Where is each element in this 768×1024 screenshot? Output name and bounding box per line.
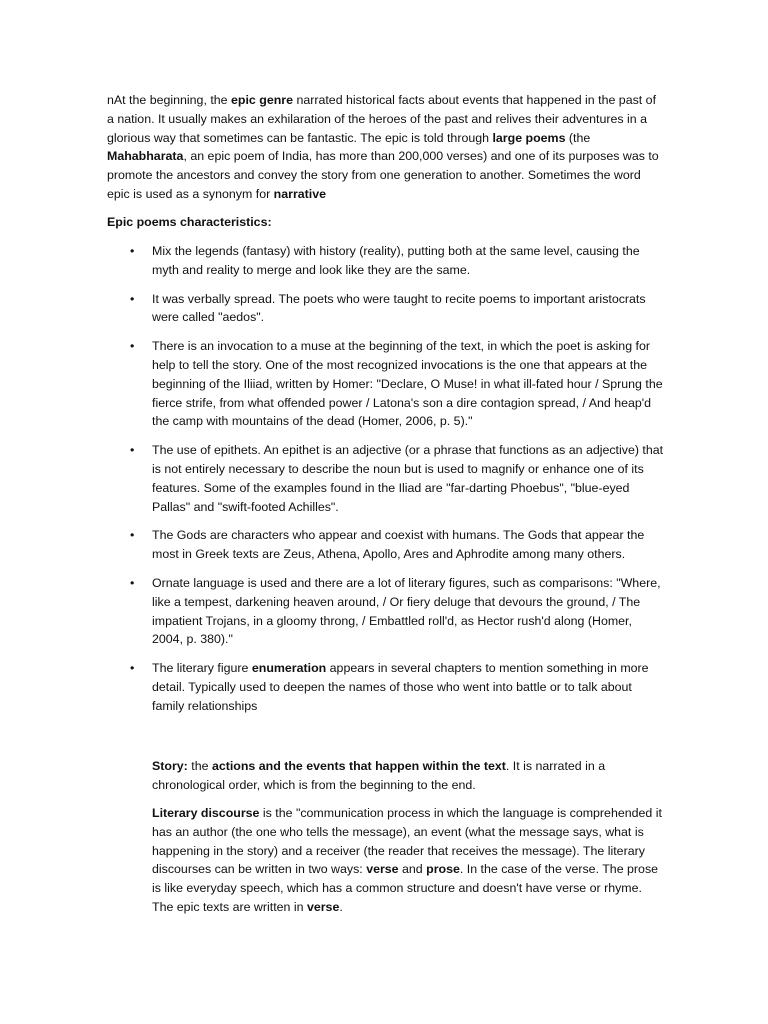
intro-text: (the [565,130,591,145]
intro-text: nAt the beginning, the [107,93,232,107]
discourse-text: is the "communication process in which the language is comprehended it has an author (the one who tells the message), an event (what the message says, what is happening in the story) and a receiver (the reader that receives the message). The literary discourses can be written in two ways: [152,806,662,877]
intro-text: narrated historical facts about events that happened in the past of a nation. It usually makes an exhilaration of the heroes of the past and relives their adventures in a glorious way that sometimes can be fantastic. The epic is told through [107,93,657,145]
discourse-term: Literary discourse [152,806,260,820]
discourse-bold-verse: verse [366,862,399,877]
list-item: • It was verbally spread. The poets who were taught to recite poems to important aristocrats were called "aedos". [152,290,664,328]
list-item-bold-enumeration: enumeration [251,661,327,676]
characteristics-list [152,242,664,726]
list-item: • Ornate language is used and there are a lot of literary figures, such as comparisons: "Where, like a tempest, darkening heaven around, / Or fiery deluge that devours the ground, / The impatient Trojans, in a gloomy throng, / Embattled roll'd, as Hector rush'd along (Homer, 2004, p. 380)." [152,574,664,649]
intro-bold-large-poems: large poems [492,130,566,145]
list-item: • The use of epithets. An epithet is an adjective (or a phrase that functions as an adjective) that is not entirely necessary to describe the noun but is used to magnify or enhance one of its features. Some of the examples found in the Iliad are "far-darting Phoebus", "blue-eyed Pallas" and "swift-footed Achilles". [152,441,664,516]
literary-discourse-definition [152,804,664,917]
intro-bold-mahabharata: Mahabharata [107,149,184,164]
list-item: • Mix the legends (fantasy) with history (reality), putting both at the same level, causing the myth and reality to merge and look like they are the same. [152,242,664,280]
discourse-text: . [339,899,343,914]
list-item [152,659,664,715]
story-term: Story: [152,759,188,773]
story-definition [152,757,664,795]
discourse-text: and [398,862,427,877]
story-bold-actions: actions and the events that happen within the text [211,759,506,773]
section-heading: Epic poems characteristics: [107,215,272,229]
discourse-text: . In the case of the verse. The prose is like everyday speech, which has a common structure and doesn't have verse or rhyme. The epic texts are written in [152,862,659,914]
story-text: . It is narrated in a chronological order, which is from the beginning to the end. [152,759,606,792]
discourse-bold-prose: prose [426,862,460,877]
list-item-text: The literary figure [152,661,252,676]
intro-bold-epic-genre: epic genre [231,93,293,107]
list-item-text: appears in several chapters to mention something in more detail. Typically used to deepen the names of those who went into battle or to talk about family relationships [152,661,649,713]
story-text: the [187,759,212,773]
intro-text: , an epic poem of India, has more than 200,000 verses) and one of its purposes was to promote the ancestors and convey the story from one generation to another. Sometimes the word epic is used as a synonym for [107,149,659,201]
discourse-bold-verse-final: verse [306,899,340,914]
intro-paragraph [107,91,663,204]
list-item: • The Gods are characters who appear and coexist with humans. The Gods that appear the most in Greek texts are Zeus, Athena, Apollo, Ares and Aphrodite among many others. [152,526,664,564]
intro-bold-narrative: narrative [273,186,327,201]
list-item: • There is an invocation to a muse at the beginning of the text, in which the poet is asking for help to tell the story. One of the most recognized invocations is the one that appears at the beginning of the Iliiad, written by Homer: "Declare, O Muse! in what ill-fated hour / Sprung the fierce strife, from what offended power / Latona's son a dire contagion spread, / And heap'd the camp with mountains of the dead (Homer, 2006, p. 5)." [152,337,664,431]
